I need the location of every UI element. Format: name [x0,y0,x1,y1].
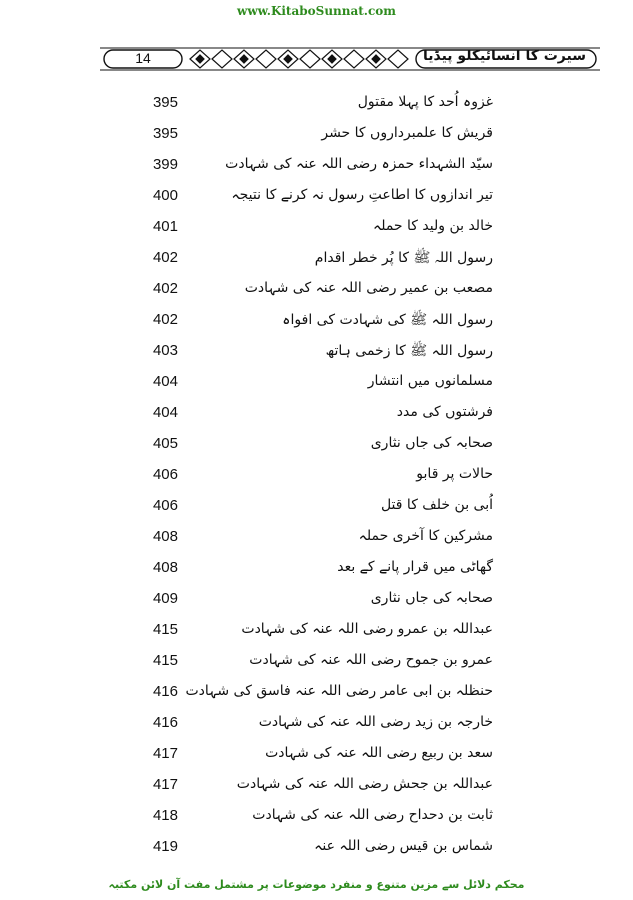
toc-page-number: 419 [152,838,178,855]
toc-page-number: 404 [152,373,178,390]
toc-title: خالد بن ولید کا حملہ [372,218,493,234]
toc-title: شماس بن قیس رضی اللہ عنہ [314,838,493,854]
toc-page-number: 415 [152,621,178,638]
toc-row[interactable] [0,741,633,771]
toc-page-number: 409 [152,590,178,607]
toc-row[interactable] [0,431,633,461]
toc-title: مشرکین کا آخری حملہ [358,528,493,544]
toc-row[interactable] [0,276,633,306]
toc-row[interactable] [0,524,633,554]
toc-title: اُبی بن خلف کا قتل [380,497,493,513]
toc-title: رسول اللہ ﷺ کا پُر خطر اقدام [314,250,493,266]
toc-row[interactable] [0,555,633,585]
toc-page-number: 408 [152,528,178,545]
toc-page-number: 416 [152,714,178,731]
toc-title: حالات پر قابو [416,466,493,482]
toc-title: قریش کا علمبرداروں کا حشر [321,125,493,141]
toc-title: صحابہ کی جاں نثاری [370,435,493,451]
toc-page-number: 400 [152,187,178,204]
toc-page-number: 402 [152,249,178,266]
toc-page-number: 404 [152,404,178,421]
toc-title: عبداللہ بن جحش رضی اللہ عنہ کی شہادت [236,776,493,792]
toc-row[interactable] [0,307,633,337]
toc-row[interactable] [0,617,633,647]
toc-title: صحابہ کی جاں نثاری [370,590,493,606]
toc-title: رسول اللہ ﷺ کا زخمی ہاتھ [325,343,493,359]
toc-row[interactable] [0,121,633,151]
toc-row[interactable] [0,648,633,678]
toc-title: عمرو بن جموح رضی اللہ عنہ کی شہادت [249,652,493,668]
page-header [100,44,600,74]
toc-row[interactable] [0,679,633,709]
toc-title: ثابت بن دحداح رضی اللہ عنہ کی شہادت [252,807,493,823]
toc-row[interactable] [0,803,633,833]
toc-page-number: 395 [152,94,178,111]
toc-page-number: 408 [152,559,178,576]
toc-page-number: 416 [152,683,178,700]
toc-title: رسول اللہ ﷺ کی شہادت کی افواہ [282,312,493,328]
toc-title: عبداللہ بن عمرو رضی اللہ عنہ کی شہادت [241,621,493,637]
toc-page-number: 415 [152,652,178,669]
footer-tagline: محکم دلائل سے مزین متنوع و منفرد موضوعات پر مشتمل مفت آن لائن مکتبہ [108,878,525,891]
toc-row[interactable] [0,710,633,740]
toc-title: مسلمانوں میں انتشار [367,373,493,389]
page-number: 14 [135,50,151,66]
toc-row[interactable] [0,369,633,399]
toc-row[interactable] [0,586,633,616]
toc-title: خارجہ بن زید رضی اللہ عنہ کی شہادت [258,714,493,730]
toc-row[interactable] [0,90,633,120]
toc-row[interactable] [0,338,633,368]
toc-title: غزوہ اُحد کا پہلا مقتول [357,94,493,110]
toc-title: فرشتوں کی مدد [396,404,493,420]
toc-row[interactable] [0,183,633,213]
toc-page-number: 395 [152,125,178,142]
toc-row[interactable] [0,462,633,492]
toc-row[interactable] [0,493,633,523]
toc-page-number: 405 [152,435,178,452]
toc-page-number: 417 [152,776,178,793]
toc-row[interactable] [0,152,633,182]
toc-page-number: 417 [152,745,178,762]
toc-page-number: 402 [152,311,178,328]
toc-title: سیّد الشہداء حمزہ رضی اللہ عنہ کی شہادت [225,156,493,172]
book-title: سیرت کا انسائیکلو پیڈیا [422,48,586,64]
toc-page-number: 402 [152,280,178,297]
toc-page-number: 401 [152,218,178,235]
toc-title: تیر اندازوں کا اطاعتِ رسول نہ کرنے کا نتیجہ [231,187,493,203]
toc-page-number: 406 [152,466,178,483]
toc-row[interactable] [0,400,633,430]
toc-page-number: 399 [152,156,178,173]
site-url[interactable]: www.KitaboSunnat.com [236,4,396,18]
toc-page-number: 403 [152,342,178,359]
toc-row[interactable] [0,772,633,802]
toc-row[interactable] [0,834,633,864]
toc-title: گھاٹی میں قرار پانے کے بعد [337,559,493,575]
toc-title: حنظلہ بن ابی عامر رضی اللہ عنہ فاسق کی شہادت [185,683,493,699]
toc-row[interactable] [0,214,633,244]
toc-page-number: 406 [152,497,178,514]
toc-row[interactable] [0,245,633,275]
toc-page-number: 418 [152,807,178,824]
toc-title: مصعب بن عمیر رضی اللہ عنہ کی شہادت [244,280,493,296]
toc-title: سعد بن ربیع رضی اللہ عنہ کی شہادت [265,745,493,761]
